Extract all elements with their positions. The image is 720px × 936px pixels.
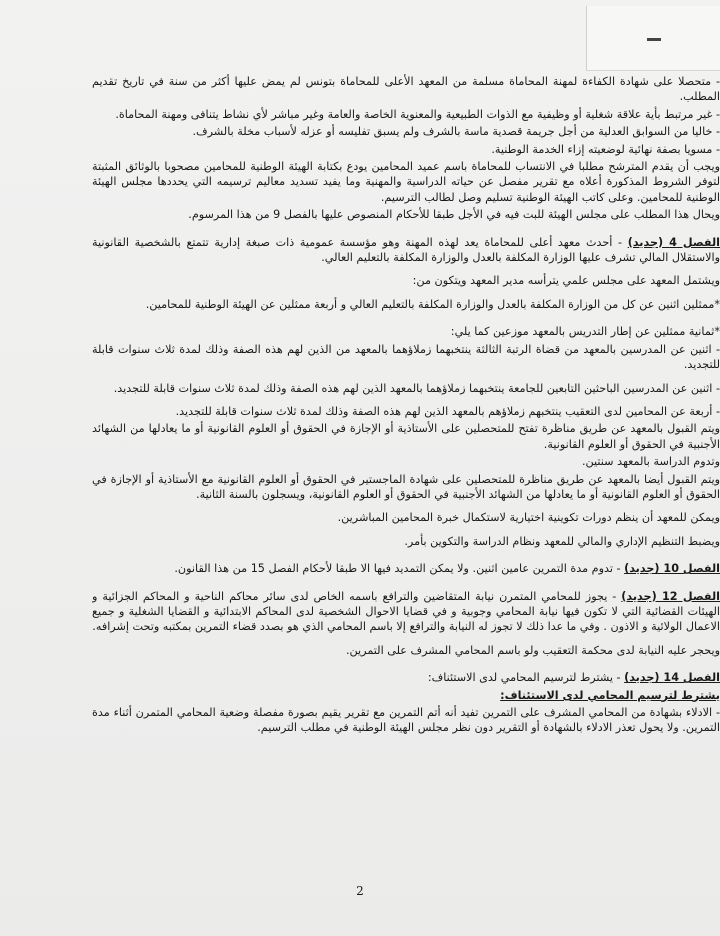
paragraph-condition-no-employment: - غير مرتبط بأية علاقة شغلية أو وظيفية مع الذوات الطبيعية والمعنوية الخاصة والعامة وغير مباشر لأي نشاط يتنافى ومهنة المحاماة. (115, 107, 720, 121)
article-4-staff-item: - اثنين عن المدرسين بالمعهد من قضاة الرتبة الثالثة ينتخبهما زملاؤهما بالمعهد من الذين لهم هذه الصفة وذلك لمدة ثلاث سنوات قابلة للتجديد. (92, 342, 720, 372)
article-4-regulation: ويضبط التنظيم الإداري والمالي للمعهد ونظام الدراسة والتكوين بأمر. (404, 534, 720, 548)
article-4-council-members: *ممثلين اثنين عن كل من الوزارة المكلفة بالعدل والوزارة المكلفة بالتعليم العالي و أربعة ممثلين عن الهيئة الوطنية للمحامين. (145, 297, 720, 311)
paragraph-condition-national-service: - مسويا بصفة نهائية لوضعيته إزاء الخدمة الوطنية. (491, 142, 720, 156)
article-14-item: - الادلاء بشهادة من المحامي المشرف على التمرين تفيد أنه أتم التمرين مع تقرير يقيم بصورة مفصلة وضعية المحامي المتمرن أثناء مدة التمرين. ولا يحول تعذر الادلاء بالشهادة أو التقرير دون نظر مجلس الهيئة الوطنية في مطلب الترسيم. (92, 706, 720, 735)
article-4-teaching-staff: *ثمانية ممثلين عن إطار التدريس بالمعهد موزعين كما يلي: (450, 325, 720, 339)
article-10 (92, 561, 720, 576)
article-4-admission: ويتم القبول بالمعهد عن طريق مناظرة تفتح للمتحصلين على الأستاذية أو الإجازة في الحقوق أو العلوم القانونية أو ما يعادلها من الشهائد الأجنبية في الحقوق أو العلوم القانونية. (92, 422, 720, 451)
article-4-admission-masters: ويتم القبول أيضا بالمعهد عن طريق مناظرة للمتحصلين على شهادة الماجستير في الحقوق أو العلوم القانونية مع الأستاذية أو الإجازة في الحقوق أو العلوم القانونية أو ما يعادلها من الشهائد الأجنبية في الحقوق أو العلوم القانونية، ويسجلون بالسنة الثانية. (92, 472, 720, 501)
article-4-heading: الفصل 4 (جديد) (627, 235, 720, 249)
corner-dash (647, 38, 661, 41)
paragraph-condition-clean-record: - خاليا من السوابق العدلية من أجل جريمة قصدية ماسة بالشرف ولم يسبق تفليسه أو عزله لأسباب مخلة بالشرف. (192, 125, 720, 139)
paragraph-condition-certificate: - متحصلا على شهادة الكفاءة لمهنة المحاماة مسلمة من المعهد الأعلى للمحاماة بتونس لم يمض عليها أكثر من سنة في تاريخ تقديم المطلب. (92, 75, 720, 104)
paragraph-referral: ويحال هذا المطلب على مجلس الهيئة للبت فيه في الأجل طبقا للأحكام المنصوص عليها بالفصل 9 من هذا المرسوم. (188, 208, 720, 222)
article-10-text: - تدوم مدة التمرين عامين اثنين. ولا يمكن التمديد فيها الا طبقا لأحكام الفصل 15 من هذا القانون. (174, 562, 625, 576)
article-12-cassation: ويحجر عليه النيابة لدى محكمة التعقيب ولو باسم المحامي المشرف على التمرين. (345, 643, 720, 657)
article-14-subtitle: يشترط لترسيم المحامي لدى الاستئناف: (500, 688, 720, 702)
article-12 (92, 589, 720, 635)
article-14 (92, 670, 720, 685)
document-body (92, 74, 720, 914)
page-number: 2 (356, 884, 364, 898)
article-4 (92, 235, 720, 266)
article-14-text: - يشترط لترسيم المحامي لدى الاستئناف: (427, 671, 625, 685)
scan-corner-mark (586, 6, 720, 71)
paragraph-application: ويجب أن يقدم المترشح مطلبا في الانتساب للمحاماة باسم عميد المحامين يودع بكتابة الهيئة الوطنية للمحامين مصحوبا بالوثائق المثبتة لتوفر الشروط المذكورة أعلاه مع تقرير مفصل عن حياته الدراسية والمهنية وما يفيد تسديد معاليم ترسيمه التي يحددها مجلس الهيئة الوطنية للمحامين. وعلى كاتب الهيئة الوطنية تسليم وصل لطالب الترسيم. (92, 160, 720, 204)
article-12-heading: الفصل 12 (جديد) (621, 589, 720, 603)
article-4-council: ويشتمل المعهد على مجلس علمي يترأسه مدير المعهد ويتكون من: (412, 274, 720, 288)
article-4-training: ويمكن للمعهد أن ينظم دورات تكوينية اختيارية لاستكمال خبرة المحامين المباشرين. (337, 511, 720, 525)
article-12-text: - يجوز للمحامي المتمرن نيابة المتقاضين والترافع باسمه الخاص لدى سائر محاكم الناحية و المحاكم الجزائية و الهيئات القضائية التي لا تكون فيها نيابة المحامي وجوبية و في قضايا الاحوال الشخصية لدى المحاكم الابتدائية و القضايا الشغلية و جميع الاعمال الولائية و الاذون . وفي ما عدا ذلك لا تجوز له النيابة والترافع إلا باسم المحامي الذي هو بصدد قضاء التمرين بمكتبه وتحت إشرافه. (92, 589, 720, 634)
article-4-staff-item: - أربعة عن المحامين لدى التعقيب ينتخبهم زملاؤهم بالمعهد الذين لهم هذه الصفة وذلك لمدة ثلاث سنوات قابلة للتجديد. (175, 404, 720, 418)
article-10-heading: الفصل 10 (جديد) (624, 562, 720, 576)
article-14-heading: الفصل 14 (جديد) (624, 671, 720, 685)
article-4-staff-item: - اثنين عن المدرسين الباحثين التابعين للجامعة ينتخبهما زملاؤهما بالمعهد الذين لهم هذه الصفة وذلك لمدة ثلاث سنوات قابلة للتجديد. (113, 381, 720, 395)
article-4-text: - أحدث معهد أعلى للمحاماة يعد لهذه المهنة وهو مؤسسة عمومية ذات صبغة إدارية تتمتع بالشخصية القانونية والاستقلال المالي تشرف عليها الوزارة المكلفة بالعدل والوزارة المكلفة بالتعليم العالي. (92, 235, 720, 265)
article-4-duration: وتدوم الدراسة بالمعهد سنتين. (581, 455, 720, 469)
